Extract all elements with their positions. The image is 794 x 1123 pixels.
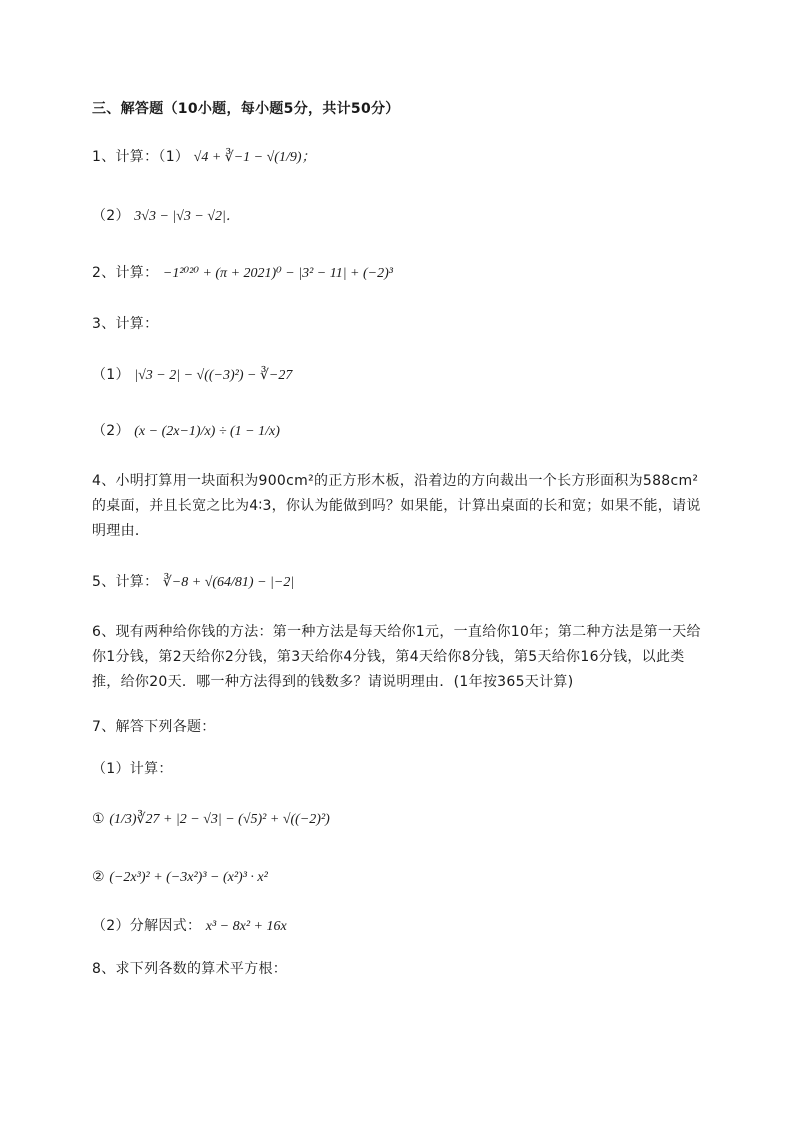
question-3-part-1 — [92, 364, 292, 387]
q3-part2-expression: (x − (2x−1)/x) ÷ (1 − 1/x) — [134, 424, 280, 439]
q7-expression-1: (1/3)∛27 + |2 − √3| − (√5)² + √((−2)²) — [109, 812, 330, 827]
question-7-expression-1 — [92, 808, 330, 831]
question-8: 8、求下列各数的算术平方根： — [92, 961, 288, 977]
question-5 — [92, 571, 294, 594]
question-2 — [92, 262, 393, 285]
circled-one-marker: ① — [92, 811, 105, 827]
question-1 — [92, 146, 316, 169]
q3-part1-expression: |√3 − 2| − √((−3)²) − ∛−27 — [134, 368, 293, 383]
circled-two-marker: ② — [92, 869, 105, 885]
question-3-part-2 — [92, 420, 280, 443]
q5-expression: ∛−8 + √(64/81) − |−2| — [162, 575, 295, 590]
q1-part2-label: （2） — [92, 208, 130, 224]
question-3-label: 3、计算： — [92, 316, 159, 332]
q1-label: 1、计算：（1） — [92, 149, 190, 165]
q2-label: 2、计算： — [92, 265, 159, 281]
q1-expression-2: 3√3 − |√3 − √2|． — [134, 209, 240, 224]
section-title: 三、解答题（10小题，每小题5分，共计50分） — [92, 101, 400, 117]
q7-part2-expression: x³ − 8x² + 16x — [205, 919, 287, 934]
question-7-part-1-label: （1）计算： — [92, 761, 173, 777]
question-7-label: 7、解答下列各题： — [92, 719, 216, 735]
q2-expression: −1²⁰²⁰ + (π + 2021)⁰ − |3² − 11| + (−2)³ — [162, 266, 393, 281]
q3-part1-label: （1） — [92, 367, 130, 383]
question-7-part-2 — [92, 915, 287, 938]
q1-expression-1: √4 + ∛−1 − √(1/9)； — [193, 150, 316, 165]
question-7-expression-2 — [92, 866, 268, 889]
question-6: 6、现有两种给你钱的方法：第一种方法是每天给你1元，一直给你10年；第二种方法是第一天给你1分钱，第2天给你2分钱，第3天给你4分钱，第4天给你8分钱，第5天给你16分钱，以此类推，给你20天．哪一种方法得到的钱数多？请说明理由．(1年按365天计算) — [92, 624, 701, 690]
q7-part2-label: （2）分解因式： — [92, 918, 202, 934]
q5-label: 5、计算： — [92, 574, 159, 590]
q7-expression-2: (−2x³)² + (−3x²)³ − (x²)³ · x² — [109, 870, 268, 885]
q3-part2-label: （2） — [92, 423, 130, 439]
question-1-part-2 — [92, 205, 240, 228]
question-4: 4、小明打算用一块面积为900cm²的正方形木板，沿着边的方向裁出一个长方形面积为588cm²的桌面，并且长宽之比为4∶3，你认为能做到吗？如果能，计算出桌面的长和宽；如果不能，请说明理由． — [92, 473, 701, 539]
